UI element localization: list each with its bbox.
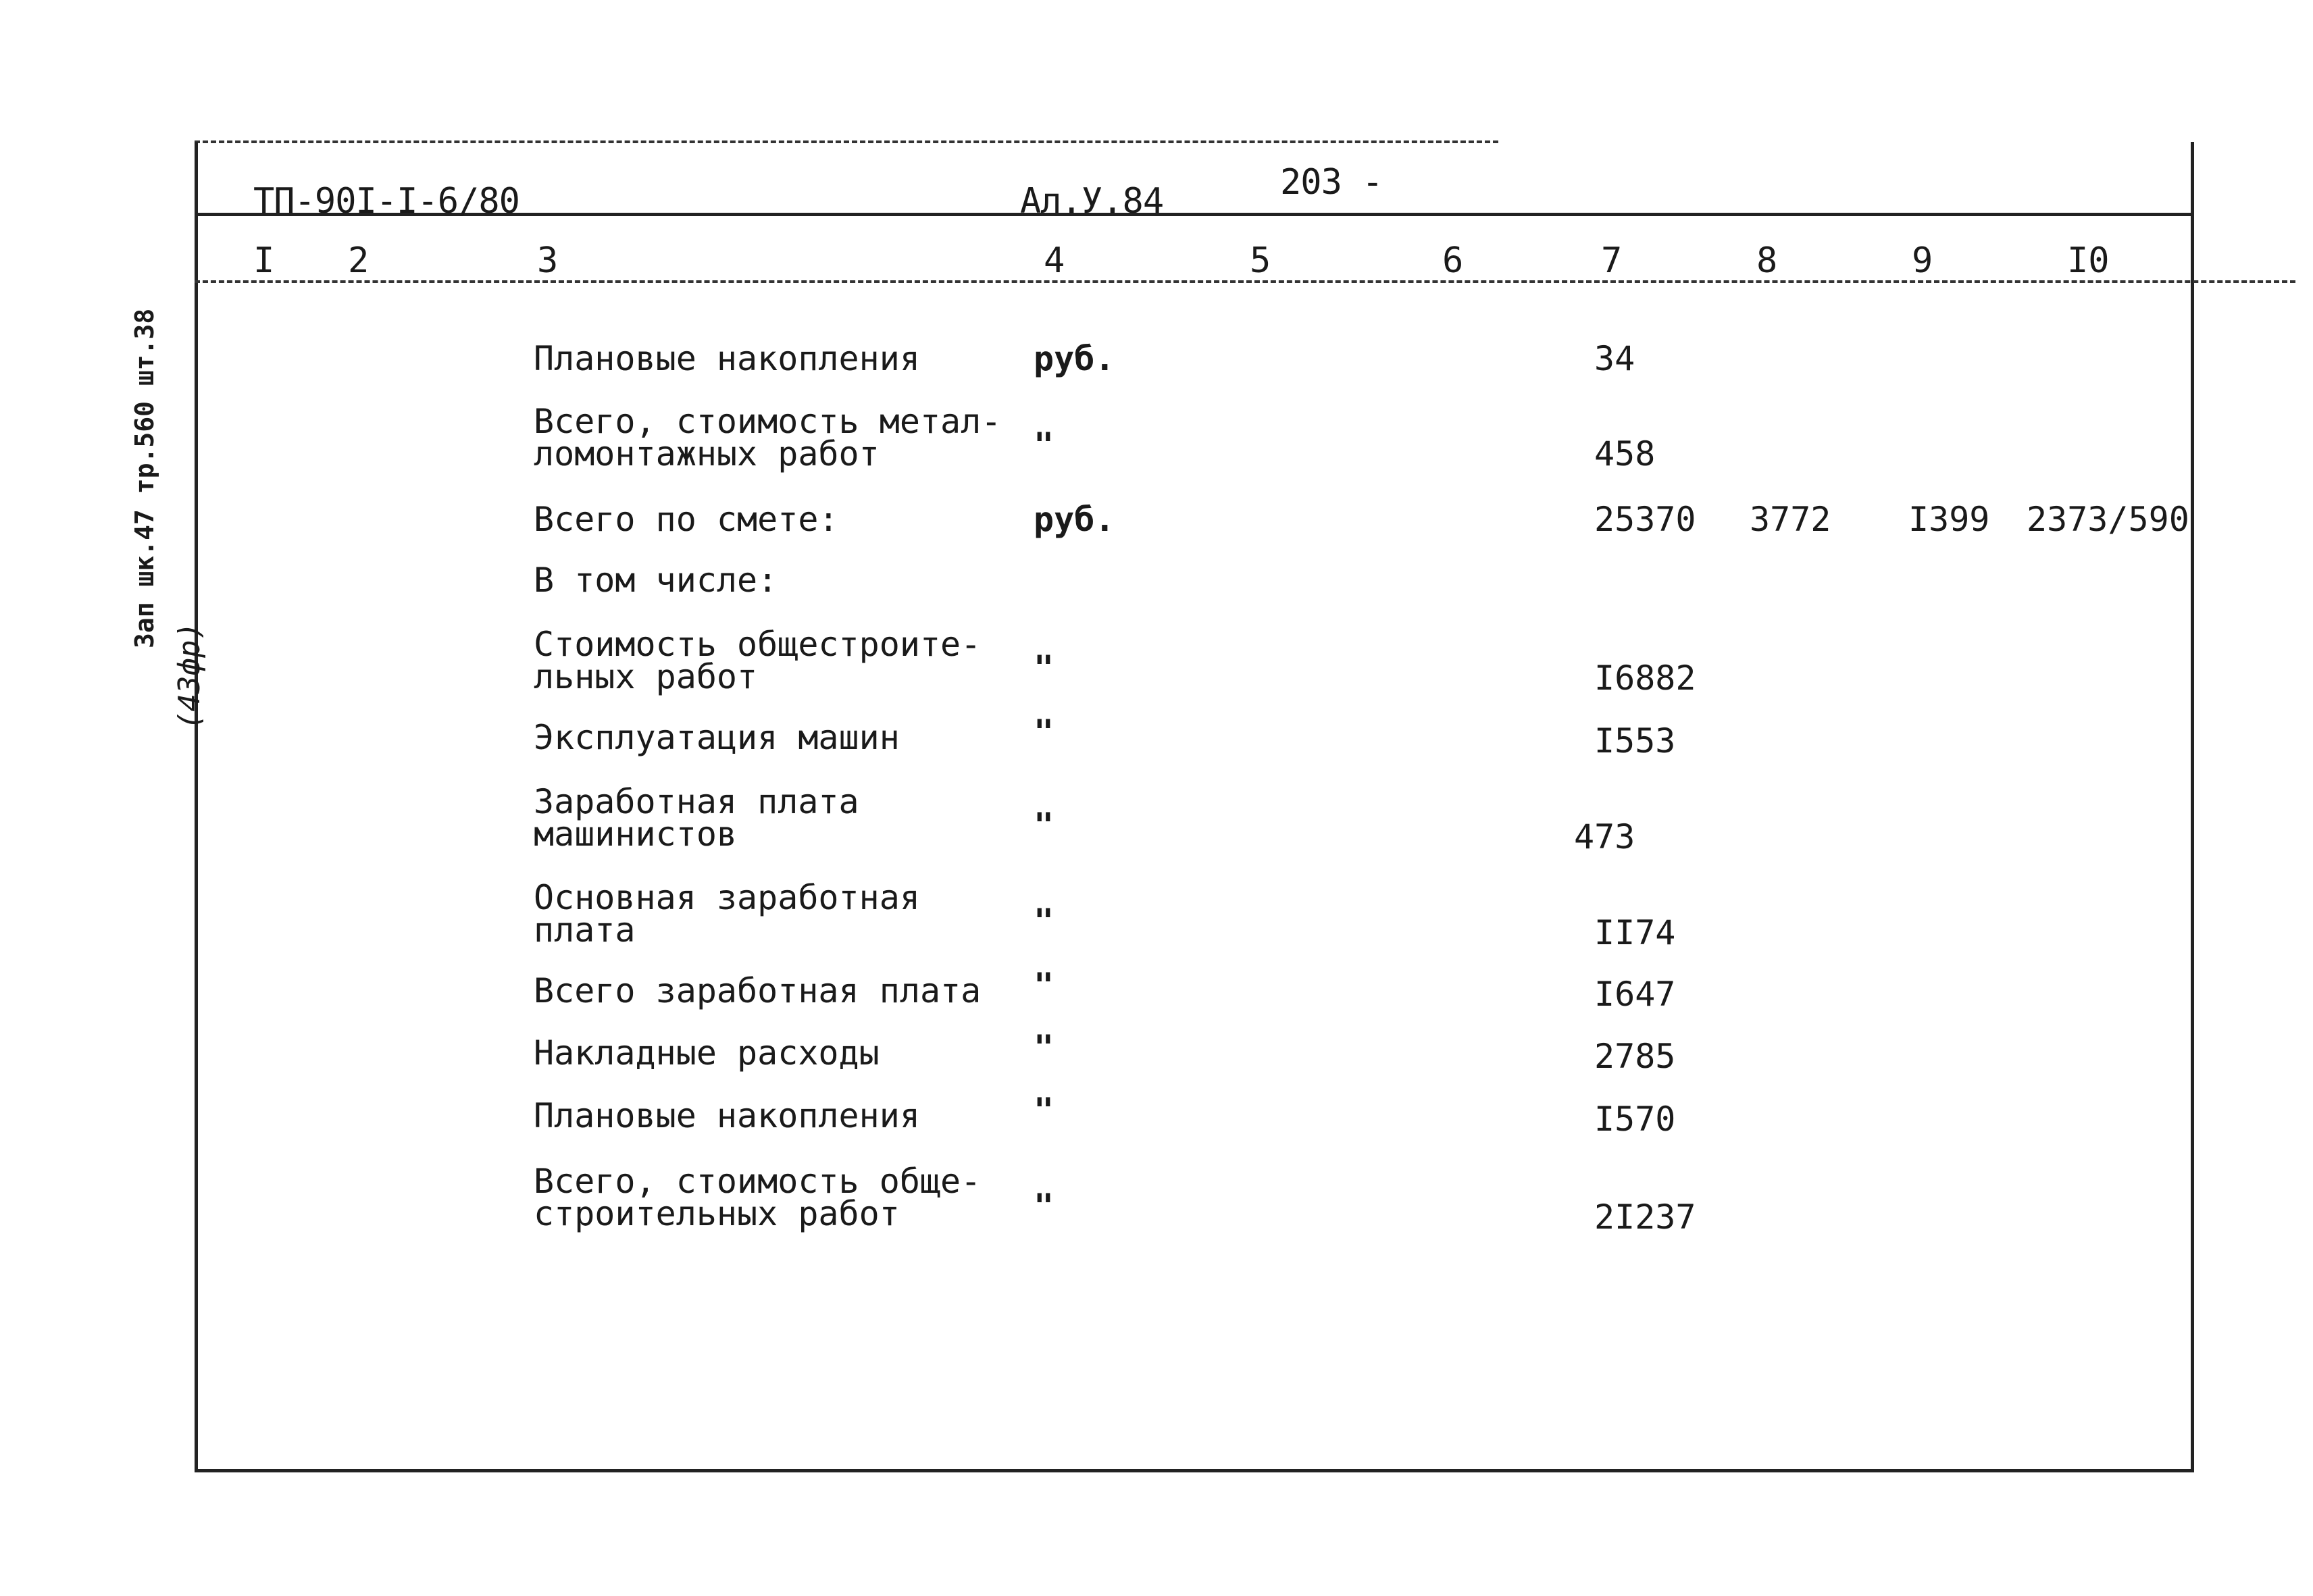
row-label: Всего по смете: bbox=[534, 500, 839, 539]
column-number: 2 bbox=[348, 240, 370, 281]
album-reference: Ал.У.84 bbox=[1020, 181, 1164, 222]
column-number: I bbox=[253, 240, 275, 281]
row-label: Накладные расходы bbox=[534, 1033, 880, 1073]
row-value-col8: 3772 bbox=[1750, 500, 1831, 539]
row-unit: " bbox=[1034, 426, 1054, 465]
column-number: 5 bbox=[1250, 240, 1271, 281]
row-unit: " bbox=[1034, 966, 1054, 1005]
row-label: Всего, стоимость обще- bbox=[534, 1162, 982, 1201]
row-unit: руб. bbox=[1034, 500, 1115, 539]
row-label: машинистов bbox=[534, 815, 738, 854]
row-unit: " bbox=[1034, 648, 1054, 688]
row-label: Плановые накопления bbox=[534, 1096, 920, 1135]
column-header-rule bbox=[195, 280, 2295, 283]
row-unit: " bbox=[1034, 1028, 1054, 1067]
row-value: 473 bbox=[1574, 817, 1635, 856]
document-code: ТП-90I-I-6/80 bbox=[253, 181, 519, 222]
page-number: 203 - bbox=[1280, 162, 1383, 203]
column-number: I0 bbox=[2067, 240, 2110, 281]
row-value: 2I237 bbox=[1594, 1198, 1696, 1237]
row-value: I6882 bbox=[1594, 659, 1696, 698]
row-label: Плановые накопления bbox=[534, 339, 920, 378]
row-value: I570 bbox=[1594, 1100, 1676, 1139]
archive-stamp: Зап шк.47 тр.560 шт.38 bbox=[130, 308, 159, 648]
row-value-col9: I399 bbox=[1908, 500, 1990, 539]
row-label: ломонтажных работ bbox=[534, 434, 880, 473]
row-label: плата bbox=[534, 910, 636, 950]
row-label: строительных работ bbox=[534, 1194, 900, 1233]
row-value: 25370 bbox=[1594, 500, 1696, 539]
row-unit: " bbox=[1034, 806, 1054, 845]
row-label: Основная заработная bbox=[534, 878, 920, 917]
row-value: II74 bbox=[1594, 913, 1676, 952]
row-unit: " bbox=[1034, 713, 1054, 752]
column-number: 8 bbox=[1756, 240, 1778, 281]
row-unit: " bbox=[1034, 902, 1054, 941]
row-label: Стоимость общестроите- bbox=[534, 625, 982, 664]
row-label: Эксплуатация машин bbox=[534, 718, 900, 757]
row-value: 458 bbox=[1594, 434, 1656, 473]
column-number: 9 bbox=[1912, 240, 1933, 281]
row-label: Всего, стоимость метал- bbox=[534, 402, 1002, 441]
row-label: льных работ bbox=[534, 657, 758, 696]
row-value-col10: 2373/590 bbox=[2027, 500, 2189, 539]
column-number: 3 bbox=[537, 240, 559, 281]
row-unit: руб. bbox=[1034, 339, 1115, 378]
row-unit: " bbox=[1034, 1091, 1054, 1130]
row-value: I553 bbox=[1594, 721, 1676, 761]
margin-note: (43фр) bbox=[172, 622, 207, 729]
row-value: 2785 bbox=[1594, 1037, 1676, 1076]
row-label: В том числе: bbox=[534, 561, 778, 600]
column-number: 6 bbox=[1442, 240, 1464, 281]
row-value: 34 bbox=[1594, 339, 1635, 378]
table-frame bbox=[195, 142, 2194, 1472]
row-value: I647 bbox=[1594, 975, 1676, 1014]
column-number: 7 bbox=[1601, 240, 1623, 281]
row-label: Всего заработная плата bbox=[534, 971, 982, 1010]
row-unit: " bbox=[1034, 1187, 1054, 1226]
row-label: Заработная плата bbox=[534, 782, 859, 821]
column-number: 4 bbox=[1044, 240, 1065, 281]
